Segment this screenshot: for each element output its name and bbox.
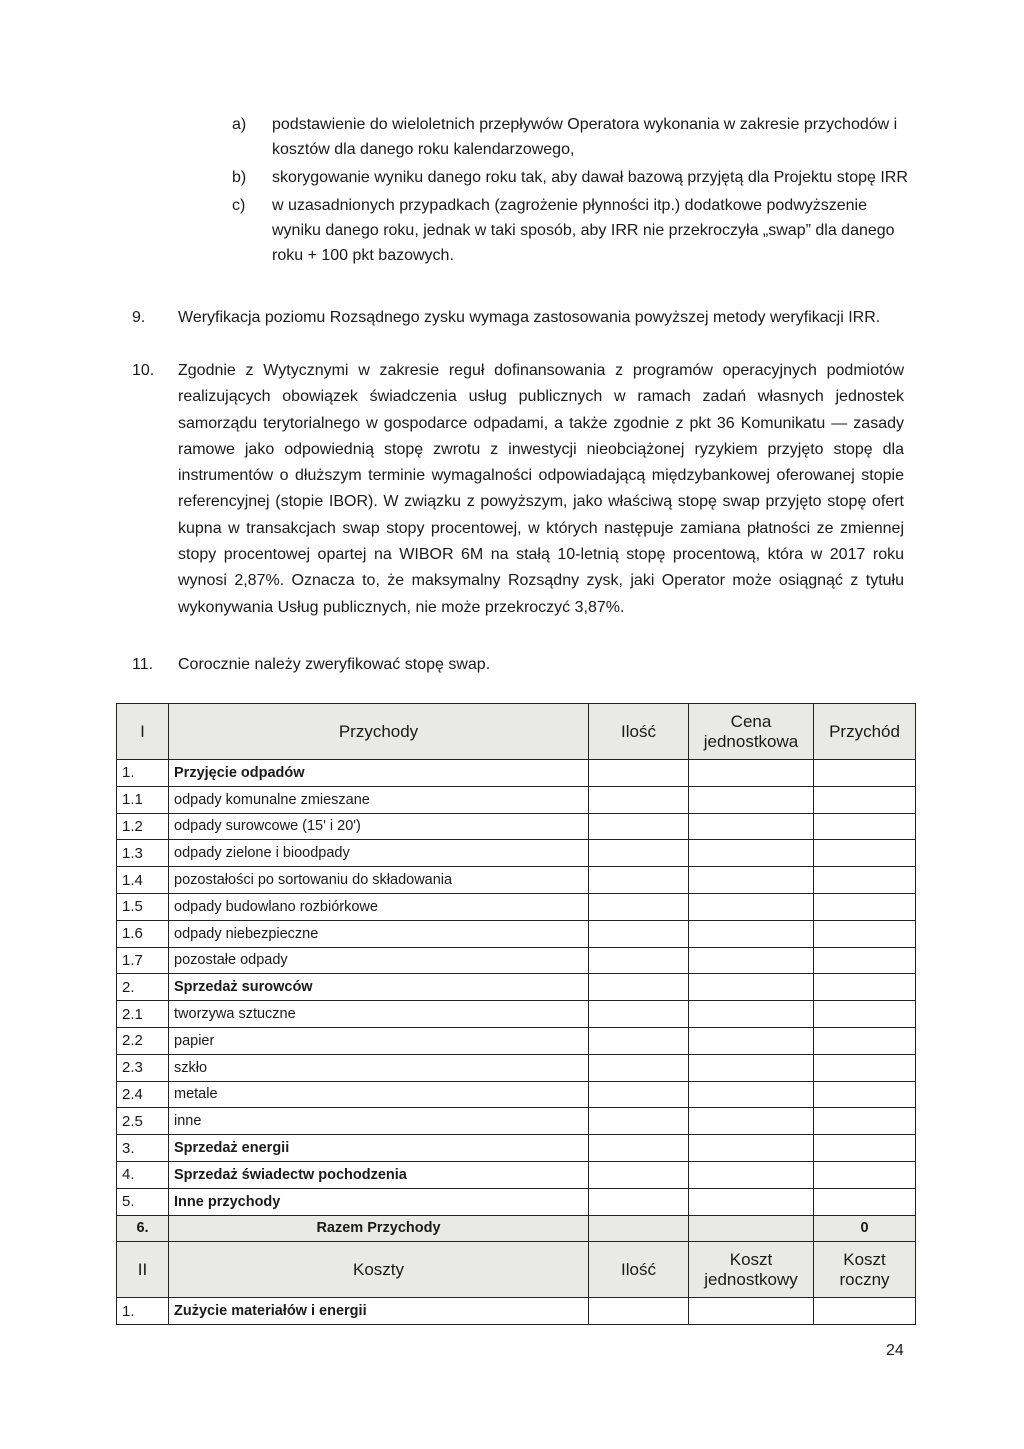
list-item-text: podstawienie do wieloletnich przepływów Operatora wykonania w zakresie przychodów i kosztów dla danego roku kalendarzowego, [272,116,898,158]
row-index: 1. [117,1298,169,1325]
row-index: 2.5 [117,1108,169,1135]
quantity-cell [589,893,689,920]
unit-price-cell [689,1001,814,1028]
table-row [117,1135,916,1162]
amount-cell [814,893,916,920]
amount-cell [814,813,916,840]
row-index: 1.6 [117,920,169,947]
table-row [117,920,916,947]
row-index: 4. [117,1161,169,1188]
row-label: metale [169,1081,589,1108]
unit-price-cell [689,893,814,920]
row-index: 2.2 [117,1027,169,1054]
row-label: inne [169,1108,589,1135]
amount-cell [814,867,916,894]
table-row [117,813,916,840]
amount-cell [814,1027,916,1054]
paragraph-11 [132,652,904,678]
row-index: 1. [117,760,169,787]
amount-cell [814,760,916,787]
unit-price-cell [689,920,814,947]
row-label: odpady zielone i bioodpady [169,840,589,867]
quantity-cell [589,786,689,813]
row-label: Sprzedaż surowców [169,974,589,1001]
row-index: 1.3 [117,840,169,867]
row-index: 2.3 [117,1054,169,1081]
header-unit-cost: Koszt jednostkowy [689,1242,814,1298]
amount-cell [814,786,916,813]
quantity-cell [589,1027,689,1054]
amount-cell [814,1001,916,1028]
row-label: Zużycie materiałów i energii [169,1298,589,1325]
list-item-label: b) [232,169,247,186]
lettered-list [232,112,912,271]
unit-price-cell [689,974,814,1001]
row-label: Sprzedaż energii [169,1135,589,1162]
row-label: papier [169,1027,589,1054]
row-label: odpady surowcowe (15' i 20') [169,813,589,840]
table-row [117,893,916,920]
paragraph-text: Corocznie należy zweryfikować stopę swap. [178,656,491,673]
header-annual-cost: Koszt roczny [814,1242,916,1298]
total-index: 6. [117,1215,169,1242]
quantity-cell [589,947,689,974]
unit-price-cell [689,1054,814,1081]
unit-price-cell [689,1161,814,1188]
table-cell [689,1215,814,1242]
list-item [232,193,912,268]
table-row [117,1081,916,1108]
row-index: 1.5 [117,893,169,920]
amount-cell [814,1081,916,1108]
list-item-label: c) [232,197,246,214]
total-row [117,1215,916,1242]
unit-price-cell [689,1298,814,1325]
amount-cell [814,1188,916,1215]
unit-price-cell [689,867,814,894]
table-row [117,1188,916,1215]
list-item-text: w uzasadnionych przypadkach (zagrożenie płynności itp.) dodatkowe podwyższenie wyniku danego roku, jednak w taki sposób, aby IRR nie przekroczyła „swap” dla danego roku + 100 pkt bazowych. [272,197,895,264]
paragraph-number: 9. [132,309,146,326]
amount-cell [814,947,916,974]
unit-price-cell [689,813,814,840]
row-label: odpady budowlano rozbiórkowe [169,893,589,920]
header-index: II [117,1242,169,1298]
quantity-cell [589,974,689,1001]
table-row [117,974,916,1001]
unit-price-cell [689,760,814,787]
unit-price-cell [689,1081,814,1108]
quantity-cell [589,1298,689,1325]
row-label: Przyjęcie odpadów [169,760,589,787]
quantity-cell [589,1108,689,1135]
paragraph-10 [132,358,904,621]
row-index: 2.1 [117,1001,169,1028]
list-item [232,165,912,190]
list-item [232,112,912,162]
paragraph-number: 11. [132,656,154,673]
quantity-cell [589,1161,689,1188]
header-index: I [117,704,169,760]
row-label: pozostałe odpady [169,947,589,974]
unit-price-cell [689,1135,814,1162]
header-quantity: Ilość [589,1242,689,1298]
row-label: Sprzedaż świadectw pochodzenia [169,1161,589,1188]
total-value: 0 [814,1215,916,1242]
amount-cell [814,920,916,947]
row-index: 2. [117,974,169,1001]
table-row [117,1054,916,1081]
amount-cell [814,1161,916,1188]
amount-cell [814,1108,916,1135]
unit-price-cell [689,1027,814,1054]
unit-price-cell [689,840,814,867]
table-header-row [117,704,916,760]
amount-cell [814,1054,916,1081]
amount-cell [814,1298,916,1325]
table-row [117,1027,916,1054]
row-index: 1.2 [117,813,169,840]
row-index: 2.4 [117,1081,169,1108]
quantity-cell [589,1135,689,1162]
table-row [117,840,916,867]
table-row [117,786,916,813]
header-revenue: Przychody [169,704,589,760]
row-label: Inne przychody [169,1188,589,1215]
table-row [117,760,916,787]
row-index: 1.7 [117,947,169,974]
quantity-cell [589,840,689,867]
unit-price-cell [689,947,814,974]
quantity-cell [589,813,689,840]
revenue-cost-table [116,703,916,1325]
unit-price-cell [689,786,814,813]
quantity-cell [589,1001,689,1028]
list-item-text: skorygowanie wyniku danego roku tak, aby dawał bazową przyjętą dla Projektu stopę IRR [272,169,908,186]
quantity-cell [589,920,689,947]
list-item-label: a) [232,116,247,133]
row-index: 5. [117,1188,169,1215]
paragraph-number: 10. [132,362,155,379]
table-cell [589,1215,689,1242]
paragraph-text: Weryfikacja poziomu Rozsądnego zysku wymaga zastosowania powyższej metody weryfikacji IRR. [178,309,881,326]
quantity-cell [589,1188,689,1215]
header-quantity: Ilość [589,704,689,760]
row-index: 1.4 [117,867,169,894]
header-unit-price: Cena jednostkowa [689,704,814,760]
page-number: 24 [886,1342,904,1359]
row-label: pozostałości po sortowaniu do składowania [169,867,589,894]
unit-price-cell [689,1108,814,1135]
unit-price-cell [689,1188,814,1215]
paragraph-text: Zgodnie z Wytycznymi w zakresie reguł dofinansowania z programów operacyjnych podmiotów realizujących obowiązek świadczenia usług publicznych w ramach zadań własnych jednostek samorządu terytorialnego w gospodarce odpadami, a także zgodnie z pkt 36 Komunikatu — zasady ramowe jako odpowiednią stopę zwrotu z inwestycji nieobciążonej ryzykiem przyjęto stopę dla instrumentów o dłuższym terminie wymagalności odpowiadającą międzybankowej oferowanej stopie referencyjnej (stopie IBOR). W związku z powyższym, jako właściwą stopę swap przyjęto stopę ofert kupna w transakcjach swap stopy procentowej, w których następuje zamiana płatności ze zmiennej stopy procentowej opartej na WIBOR 6M na stałą 10-letnią stopę procentową, która w 2017 roku wynosi 2,87%. Oznacza to, że maksymalny Rozsądny zysk, jaki Operator może osiągnąć z tytułu wykonywania Usług publicznych, nie może przekroczyć 3,87%. [178,362,904,616]
table-row [117,867,916,894]
table-row [117,1298,916,1325]
total-label: Razem Przychody [169,1215,589,1242]
header-revenue-amount: Przychód [814,704,916,760]
table-header-row [117,1242,916,1298]
table-row [117,947,916,974]
row-index: 1.1 [117,786,169,813]
table-row [117,1001,916,1028]
row-label: tworzywa sztuczne [169,1001,589,1028]
header-costs: Koszty [169,1242,589,1298]
amount-cell [814,974,916,1001]
quantity-cell [589,1081,689,1108]
table-row [117,1161,916,1188]
paragraph-9 [132,305,904,331]
row-label: odpady komunalne zmieszane [169,786,589,813]
quantity-cell [589,867,689,894]
amount-cell [814,1135,916,1162]
row-label: szkło [169,1054,589,1081]
row-label: odpady niebezpieczne [169,920,589,947]
quantity-cell [589,1054,689,1081]
table-row [117,1108,916,1135]
row-index: 3. [117,1135,169,1162]
amount-cell [814,840,916,867]
quantity-cell [589,760,689,787]
